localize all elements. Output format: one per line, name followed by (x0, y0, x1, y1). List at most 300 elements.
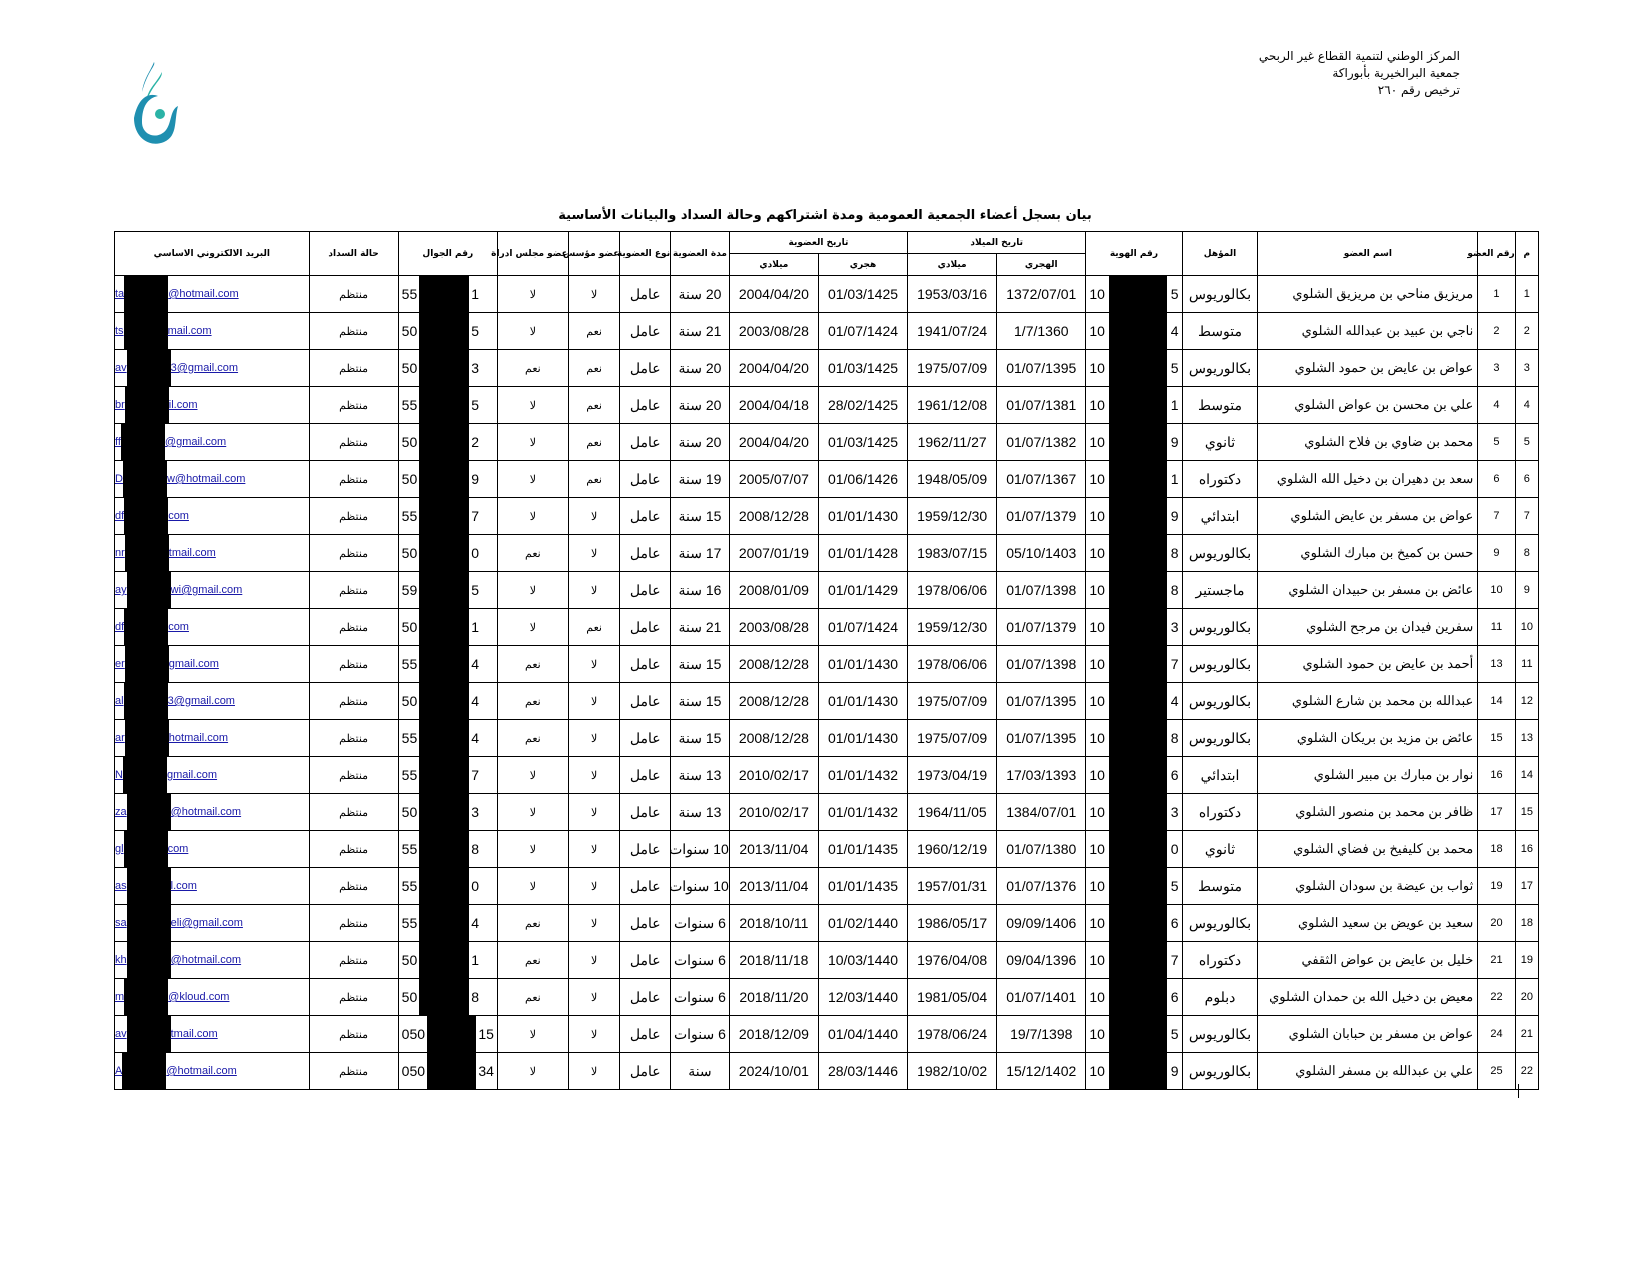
cell-mem-hijri: 28/02/1425 (818, 387, 907, 424)
cell-payment: منتظم (309, 276, 398, 313)
cell-id-no (1086, 720, 1182, 757)
cell-email[interactable] (115, 1053, 310, 1090)
id-suffix: 5 (1170, 286, 1179, 302)
mobile-redacted (399, 757, 497, 793)
cell-birth-greg: 1975/07/09 (908, 683, 997, 720)
redaction-bar (127, 350, 171, 386)
cell-member-no: 1 (1478, 276, 1515, 313)
email-prefix: ta (115, 288, 125, 300)
table-row (115, 535, 1539, 572)
cell-member-no: 3 (1478, 350, 1515, 387)
cell-mem-greg: 2010/02/17 (729, 794, 818, 831)
table-row (115, 757, 1539, 794)
email-redacted (115, 757, 309, 793)
cell-email[interactable] (115, 942, 310, 979)
table-tail-line (1518, 1084, 1519, 1098)
cell-mem-hijri: 01/01/1435 (818, 868, 907, 905)
mobile-redacted (399, 276, 497, 312)
redaction-bar (124, 609, 168, 645)
cell-birth-hijri: 15/12/1402 (997, 1053, 1086, 1090)
mobile-prefix: 50 (401, 323, 418, 339)
cell-duration: 20 سنة (671, 424, 730, 461)
cell-member-no: 11 (1478, 609, 1515, 646)
cell-type: عامل (620, 683, 671, 720)
cell-duration: 16 سنة (671, 572, 730, 609)
redaction-bar (1109, 387, 1167, 423)
header-line-1: المركز الوطني لتنمية القطاع غير الربحي (1258, 49, 1460, 63)
cell-mobile (398, 979, 497, 1016)
cell-founder: لا (568, 720, 620, 757)
cell-birth-greg: 1975/07/09 (908, 350, 997, 387)
id-prefix: 10 (1089, 286, 1105, 302)
cell-email[interactable] (115, 572, 310, 609)
mobile-prefix: 55 (401, 397, 418, 413)
cell-mem-hijri: 01/01/1430 (818, 646, 907, 683)
cell-birth-hijri: 1/7/1360 (997, 313, 1086, 350)
email-prefix: ff (115, 436, 121, 448)
cell-birth-hijri: 01/07/1380 (997, 831, 1086, 868)
table-row (115, 461, 1539, 498)
cell-email[interactable] (115, 683, 310, 720)
cell-board: لا (497, 757, 568, 794)
email-redacted (115, 535, 309, 571)
mobile-redacted (399, 831, 497, 867)
cell-email[interactable] (115, 1016, 310, 1053)
cell-member-no: 4 (1478, 387, 1515, 424)
cell-mem-greg: 2024/10/01 (729, 1053, 818, 1090)
mobile-suffix: 2 (471, 434, 480, 450)
cell-duration: 19 سنة (671, 461, 730, 498)
mobile-redacted (399, 942, 497, 978)
id-redacted (1086, 572, 1181, 608)
id-redacted (1086, 424, 1181, 460)
email-suffix: @hotmail.com (170, 954, 242, 966)
cell-type: عامل (620, 313, 671, 350)
cell-type: عامل (620, 276, 671, 313)
cell-mem-hijri: 01/01/1430 (818, 720, 907, 757)
email-suffix: 3@gmail.com (167, 695, 235, 707)
cell-mem-greg: 2018/12/09 (729, 1016, 818, 1053)
id-prefix: 10 (1089, 767, 1105, 783)
cell-id-no (1086, 942, 1182, 979)
email-redacted (115, 905, 309, 941)
email-suffix: gmail.com (166, 769, 218, 781)
cell-mem-greg: 2008/12/28 (729, 646, 818, 683)
cell-mem-hijri: 01/01/1432 (818, 757, 907, 794)
mobile-prefix: 55 (401, 915, 418, 931)
cell-member-no: 19 (1478, 868, 1515, 905)
redaction-bar (1109, 350, 1167, 386)
redaction-bar (1109, 1016, 1167, 1052)
id-redacted (1086, 831, 1181, 867)
cell-qualification: بكالوريوس (1182, 350, 1258, 387)
cell-mobile (398, 350, 497, 387)
email-prefix: ts (115, 325, 124, 337)
cell-mem-greg: 2018/11/18 (729, 942, 818, 979)
cell-name: ناجي بن عبيد بن عبدالله الشلوي (1258, 313, 1478, 350)
cell-email[interactable] (115, 350, 310, 387)
cell-qualification: دكتوراه (1182, 942, 1258, 979)
cell-birth-hijri: 01/07/1367 (997, 461, 1086, 498)
cell-founder: لا (568, 683, 620, 720)
cell-board: لا (497, 424, 568, 461)
mobile-prefix: 55 (401, 767, 418, 783)
id-redacted (1086, 794, 1181, 830)
cell-duration: 21 سنة (671, 313, 730, 350)
charity-logo-icon (120, 62, 200, 172)
email-suffix: tmail.com (168, 547, 216, 559)
redaction-bar (127, 868, 171, 904)
id-redacted (1086, 757, 1181, 793)
redaction-bar (1109, 1053, 1167, 1089)
redaction-bar (1109, 794, 1167, 830)
redaction-bar (121, 424, 165, 460)
mobile-prefix: 50 (401, 804, 418, 820)
header-founder: عضو مؤسس (568, 232, 620, 276)
mobile-suffix: 34 (478, 1063, 494, 1079)
cell-duration: 6 سنوات (671, 1016, 730, 1053)
cell-id-no (1086, 979, 1182, 1016)
cell-birth-hijri: 01/07/1401 (997, 979, 1086, 1016)
cell-type: عامل (620, 424, 671, 461)
cell-birth-greg: 1961/12/08 (908, 387, 997, 424)
email-redacted (115, 720, 309, 756)
redaction-bar (419, 535, 469, 571)
cell-founder: لا (568, 646, 620, 683)
header-email: البريد الالكتروني الاساسي (115, 232, 310, 276)
redaction-bar (125, 387, 169, 423)
mobile-redacted (399, 794, 497, 830)
redaction-bar (125, 646, 169, 682)
email-redacted (115, 498, 309, 534)
mobile-prefix: 050 (401, 1063, 426, 1079)
cell-mem-hijri: 10/03/1440 (818, 942, 907, 979)
id-redacted (1086, 646, 1181, 682)
mobile-suffix: 4 (471, 730, 480, 746)
cell-email[interactable] (115, 794, 310, 831)
redaction-bar (419, 979, 469, 1015)
cell-email[interactable] (115, 498, 310, 535)
mobile-suffix: 1 (471, 619, 480, 635)
mobile-prefix: 55 (401, 508, 418, 524)
mobile-redacted (399, 535, 497, 571)
cell-qualification: بكالوريوس (1182, 905, 1258, 942)
mobile-prefix: 50 (401, 693, 418, 709)
id-prefix: 10 (1089, 545, 1105, 561)
cell-name: علي بن محسن بن عواض الشلوي (1258, 387, 1478, 424)
mobile-prefix: 59 (401, 582, 418, 598)
redaction-bar (419, 424, 469, 460)
cell-payment: منتظم (309, 313, 398, 350)
cell-m: 18 (1515, 905, 1538, 942)
redaction-bar (419, 276, 469, 312)
id-prefix: 10 (1089, 878, 1105, 894)
cell-mem-greg: 2004/04/20 (729, 424, 818, 461)
cell-qualification: بكالوريوس (1182, 1016, 1258, 1053)
email-suffix: w@hotmail.com (166, 473, 246, 485)
cell-mem-hijri: 01/02/1440 (818, 905, 907, 942)
cell-email[interactable] (115, 461, 310, 498)
cell-m: 8 (1515, 535, 1538, 572)
cell-mem-greg: 2005/07/07 (729, 461, 818, 498)
cell-email[interactable] (115, 720, 310, 757)
cell-board: نعم (497, 646, 568, 683)
id-prefix: 10 (1089, 397, 1105, 413)
cell-founder: نعم (568, 424, 620, 461)
id-redacted (1086, 1016, 1181, 1052)
cell-id-no (1086, 757, 1182, 794)
redaction-bar (125, 720, 169, 756)
cell-name: سعد بن دهيران بن دخيل الله الشلوي (1258, 461, 1478, 498)
redaction-bar (419, 572, 469, 608)
cell-mem-hijri: 01/01/1430 (818, 683, 907, 720)
cell-name: أحمد بن عايض بن حمود الشلوي (1258, 646, 1478, 683)
mobile-suffix: 3 (471, 804, 480, 820)
cell-birth-hijri: 1372/07/01 (997, 276, 1086, 313)
cell-m: 5 (1515, 424, 1538, 461)
id-suffix: 8 (1170, 545, 1179, 561)
cell-type: عامل (620, 905, 671, 942)
email-redacted (115, 1016, 309, 1052)
mobile-prefix: 55 (401, 730, 418, 746)
redaction-bar (123, 461, 167, 497)
mobile-redacted (399, 387, 497, 423)
cell-payment: منتظم (309, 794, 398, 831)
email-suffix: il.com (168, 399, 198, 411)
cell-member-no: 6 (1478, 461, 1515, 498)
cell-email[interactable] (115, 646, 310, 683)
cell-qualification: ثانوي (1182, 831, 1258, 868)
cell-member-no: 14 (1478, 683, 1515, 720)
cell-name: نوار بن مبارك بن مبير الشلوي (1258, 757, 1478, 794)
cell-founder: لا (568, 498, 620, 535)
redaction-bar (124, 831, 168, 867)
cell-email[interactable] (115, 424, 310, 461)
cell-mem-greg: 2004/04/20 (729, 350, 818, 387)
cell-name: علي بن عبدالله بن مسفر الشلوي (1258, 1053, 1478, 1090)
cell-email[interactable] (115, 905, 310, 942)
cell-mobile (398, 461, 497, 498)
cell-mem-hijri: 01/04/1440 (818, 1016, 907, 1053)
cell-mem-hijri: 01/01/1429 (818, 572, 907, 609)
email-redacted (115, 646, 309, 682)
mobile-suffix: 5 (471, 582, 480, 598)
cell-member-no: 10 (1478, 572, 1515, 609)
email-prefix: df (115, 510, 125, 522)
cell-name: معيض بن دخيل الله بن حمدان الشلوي (1258, 979, 1478, 1016)
cell-duration: 17 سنة (671, 535, 730, 572)
cell-duration: 21 سنة (671, 609, 730, 646)
cell-mem-greg: 2008/01/09 (729, 572, 818, 609)
redaction-bar (1109, 868, 1167, 904)
header-line-3: ترخيص رقم ٢٦٠ (1377, 83, 1460, 97)
cell-email[interactable] (115, 757, 310, 794)
email-prefix: br (115, 399, 125, 411)
cell-m: 9 (1515, 572, 1538, 609)
cell-mem-greg: 2004/04/20 (729, 276, 818, 313)
header-m: م (1515, 232, 1538, 276)
cell-email[interactable] (115, 868, 310, 905)
cell-board: لا (497, 572, 568, 609)
cell-birth-greg: 1962/11/27 (908, 424, 997, 461)
cell-id-no (1086, 794, 1182, 831)
id-suffix: 6 (1170, 915, 1179, 931)
cell-birth-hijri: 1384/07/01 (997, 794, 1086, 831)
cell-founder: لا (568, 942, 620, 979)
id-prefix: 10 (1089, 841, 1105, 857)
charity-logo (120, 62, 200, 172)
cell-id-no (1086, 646, 1182, 683)
id-redacted (1086, 683, 1181, 719)
mobile-suffix: 5 (471, 323, 480, 339)
cell-qualification: دبلوم (1182, 979, 1258, 1016)
cell-m: 12 (1515, 683, 1538, 720)
cell-birth-greg: 1941/07/24 (908, 313, 997, 350)
cell-member-no: 20 (1478, 905, 1515, 942)
cell-name: ظافر بن محمد بن منصور الشلوي (1258, 794, 1478, 831)
cell-mem-hijri: 01/03/1425 (818, 276, 907, 313)
cell-birth-hijri: 09/04/1396 (997, 942, 1086, 979)
cell-payment: منتظم (309, 905, 398, 942)
email-suffix: @gmail.com (164, 436, 227, 448)
cell-mobile (398, 535, 497, 572)
email-redacted (115, 276, 309, 312)
cell-name: عائض بن مزيد بن بريكان الشلوي (1258, 720, 1478, 757)
email-redacted (115, 831, 309, 867)
cell-birth-greg: 1953/03/16 (908, 276, 997, 313)
cell-founder: نعم (568, 609, 620, 646)
mobile-suffix: 9 (471, 471, 480, 487)
cell-name: عواض بن مسفر بن حبابان الشلوي (1258, 1016, 1478, 1053)
cell-birth-hijri: 09/09/1406 (997, 905, 1086, 942)
cell-m: 16 (1515, 831, 1538, 868)
mobile-prefix: 50 (401, 360, 418, 376)
cell-founder: لا (568, 535, 620, 572)
mobile-prefix: 50 (401, 545, 418, 561)
cell-email[interactable] (115, 609, 310, 646)
header-line-2: جمعية البرالخيرية بأبوراكة (1332, 66, 1460, 80)
cell-mobile (398, 942, 497, 979)
cell-name: عائض بن مسفر بن حبيدان الشلوي (1258, 572, 1478, 609)
cell-mobile (398, 1016, 497, 1053)
cell-birth-hijri: 19/7/1398 (997, 1016, 1086, 1053)
email-prefix: gl (115, 843, 124, 855)
cell-birth-greg: 1957/01/31 (908, 868, 997, 905)
cell-birth-greg: 1982/10/02 (908, 1053, 997, 1090)
cell-name: عواض بن مسفر بن عايض الشلوي (1258, 498, 1478, 535)
table-row (115, 831, 1539, 868)
redaction-bar (427, 1016, 476, 1052)
id-suffix: 9 (1170, 1063, 1179, 1079)
id-suffix: 3 (1170, 804, 1179, 820)
email-redacted (115, 794, 309, 830)
header-payment: حالة السداد (309, 232, 398, 276)
cell-board: لا (497, 276, 568, 313)
mobile-prefix: 50 (401, 619, 418, 635)
id-redacted (1086, 905, 1181, 941)
cell-mobile (398, 498, 497, 535)
cell-duration: سنة (671, 1053, 730, 1090)
redaction-bar (1109, 424, 1167, 460)
redaction-bar (124, 683, 168, 719)
table-row (115, 1053, 1539, 1090)
cell-founder: لا (568, 979, 620, 1016)
cell-member-no: 7 (1478, 498, 1515, 535)
table-row (115, 868, 1539, 905)
id-redacted (1086, 868, 1181, 904)
cell-qualification: دكتوراه (1182, 794, 1258, 831)
cell-email[interactable] (115, 387, 310, 424)
cell-id-no (1086, 387, 1182, 424)
id-prefix: 10 (1089, 619, 1105, 635)
table-row (115, 979, 1539, 1016)
cell-board: لا (497, 794, 568, 831)
header-birth-greg: ميلادي (908, 254, 997, 276)
email-prefix: sa (115, 917, 127, 929)
cell-member-no: 21 (1478, 942, 1515, 979)
cell-payment: منتظم (309, 979, 398, 1016)
cell-email[interactable] (115, 979, 310, 1016)
email-redacted (115, 461, 309, 497)
cell-email[interactable] (115, 313, 310, 350)
mobile-redacted (399, 905, 497, 941)
id-prefix: 10 (1089, 656, 1105, 672)
cell-mobile (398, 1053, 497, 1090)
mobile-redacted (399, 1016, 497, 1052)
table-row (115, 424, 1539, 461)
cell-member-no: 5 (1478, 424, 1515, 461)
header-duration: مدة العضوية (671, 232, 730, 276)
cell-mem-greg: 2004/04/18 (729, 387, 818, 424)
email-redacted (115, 942, 309, 978)
email-prefix: N (115, 769, 123, 781)
cell-founder: نعم (568, 461, 620, 498)
cell-type: عامل (620, 498, 671, 535)
cell-member-no: 25 (1478, 1053, 1515, 1090)
table-row (115, 1016, 1539, 1053)
redaction-bar (419, 683, 469, 719)
id-redacted (1086, 609, 1181, 645)
cell-id-no (1086, 424, 1182, 461)
cell-id-no (1086, 1016, 1182, 1053)
cell-qualification: بكالوريوس (1182, 646, 1258, 683)
redaction-bar (419, 387, 469, 423)
cell-email[interactable] (115, 535, 310, 572)
cell-qualification: بكالوريوس (1182, 276, 1258, 313)
cell-mobile (398, 794, 497, 831)
organization-header (1259, 48, 1460, 99)
cell-founder: نعم (568, 350, 620, 387)
cell-mobile (398, 757, 497, 794)
id-prefix: 10 (1089, 360, 1105, 376)
email-redacted (115, 424, 309, 460)
cell-email[interactable] (115, 276, 310, 313)
cell-mobile (398, 313, 497, 350)
cell-type: عامل (620, 979, 671, 1016)
cell-founder: لا (568, 794, 620, 831)
cell-payment: منتظم (309, 535, 398, 572)
cell-qualification: ماجستير (1182, 572, 1258, 609)
cell-member-no: 13 (1478, 646, 1515, 683)
redaction-bar (419, 609, 469, 645)
header-birth-date: تاريخ الميلاد (908, 232, 1086, 254)
cell-name: سفرين فيدان بن مرجح الشلوي (1258, 609, 1478, 646)
cell-email[interactable] (115, 831, 310, 868)
id-prefix: 10 (1089, 730, 1105, 746)
redaction-bar (427, 1053, 476, 1089)
email-prefix: as (115, 880, 127, 892)
header-id-no: رقم الهوية (1086, 232, 1182, 276)
